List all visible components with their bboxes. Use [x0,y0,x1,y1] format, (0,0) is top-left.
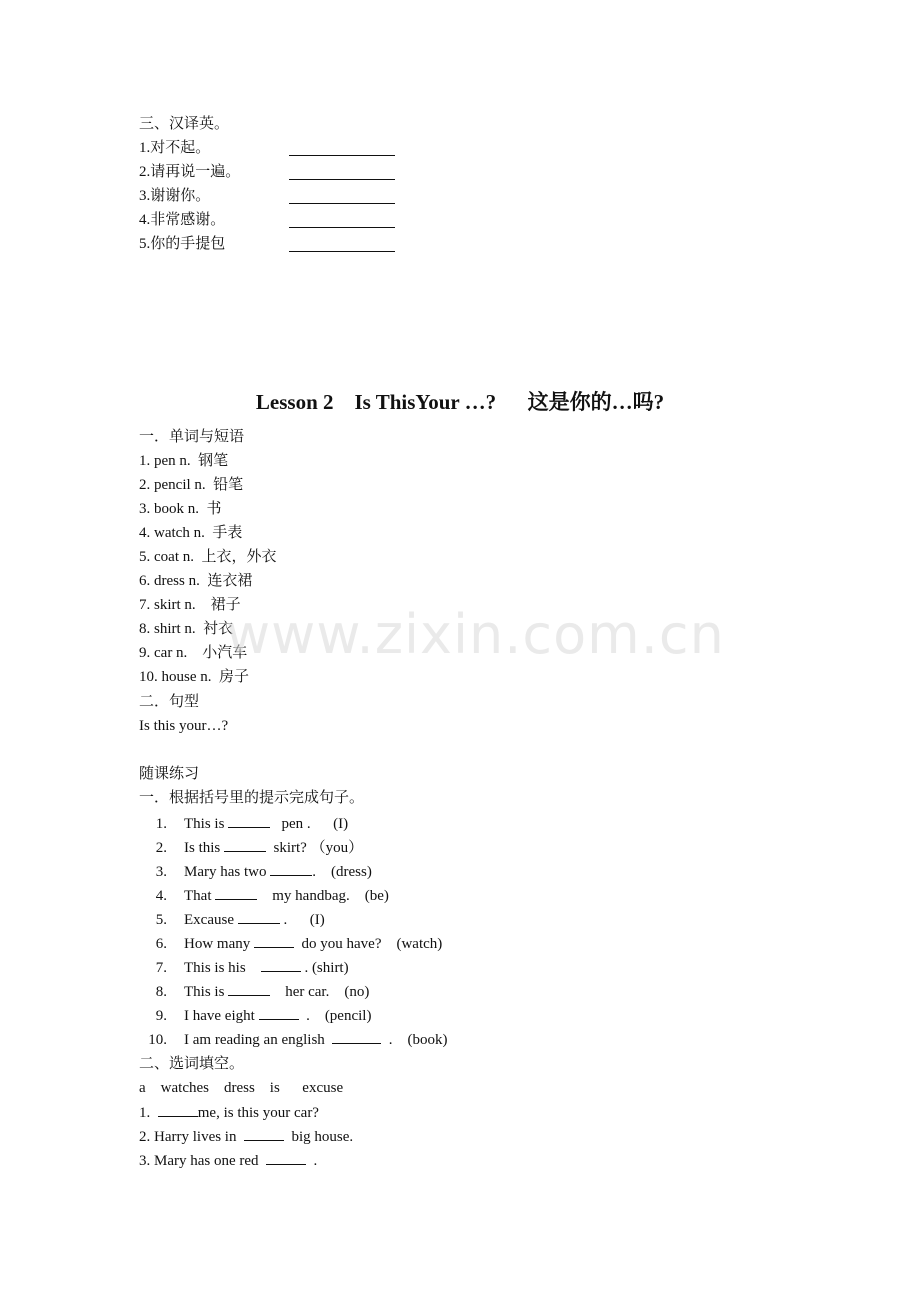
exercise-number: 10. [148,1032,167,1048]
exercise-number: 8. [155,984,167,1000]
vocab-item: 1. pen n. 钢笔 [139,453,229,469]
exercise-number: 9. [155,1008,167,1024]
lesson-title: Lesson 2 Is ThisYour …? 这是你的…吗? [255,390,665,414]
part2-heading: 二、选词填空。 [139,1056,245,1072]
answer-blank[interactable] [289,155,395,156]
fill-blank[interactable] [238,909,280,924]
fill-blank[interactable] [215,885,257,900]
exercise-row [139,981,369,1002]
part1-heading: 一．根据括号里的提示完成句子。 [139,790,365,806]
translation-item: 5.你的手提包 [139,236,226,252]
fill-blank[interactable] [224,837,266,852]
practice-heading: 随课练习 [139,766,200,782]
exercise-text: How many [184,936,254,952]
exercise-row [139,1029,448,1050]
exercise-hint: pen . (I) [270,816,349,832]
fill-text: . [306,1153,318,1169]
exercise-number: 4. [155,888,167,904]
answer-blank[interactable] [289,227,395,228]
vocab-item: 9. car n. 小汽车 [139,645,248,661]
exercise-hint: . (shirt) [300,960,349,976]
exercise-text: I have eight [184,1008,259,1024]
fill-blank[interactable] [332,1029,381,1044]
fill-blank[interactable] [261,957,301,972]
fill-row [139,1150,317,1171]
vocab-item: 3. book n. 书 [139,501,222,517]
exercise-row [139,837,363,858]
fill-row [139,1102,319,1123]
fill-row [139,1126,353,1147]
fill-text: 2. Harry lives in [139,1129,244,1145]
pattern-text: Is this your…? [139,718,229,734]
fill-blank[interactable] [158,1102,198,1117]
exercise-number: 6. [155,936,167,952]
answer-blank[interactable] [289,203,395,204]
vocab-item: 2. pencil n. 铅笔 [139,477,244,493]
exercise-text: This is his [184,960,261,976]
fill-blank[interactable] [244,1126,284,1141]
watermark: www.zixin.com.cn [226,603,725,666]
section3-heading: 三、汉译英。 [139,116,230,132]
exercise-hint: . (pencil) [298,1008,372,1024]
fill-blank[interactable] [228,813,270,828]
exercise-row [139,861,372,882]
fill-text: me, is this your car? [197,1105,319,1121]
exercise-row [139,813,348,834]
vocab-item: 4. watch n. 手表 [139,525,243,541]
exercise-text: Is this [184,840,225,856]
exercise-number: 1. [155,816,167,832]
answer-blank[interactable] [289,179,395,180]
fill-text: 3. Mary has one red [139,1153,267,1169]
translation-item: 4.非常感谢。 [139,212,226,228]
exercise-hint: skirt? （you） [266,840,364,856]
exercise-number: 7. [155,960,167,976]
exercise-number: 5. [155,912,167,928]
exercise-hint: her car. (no) [270,984,370,1000]
exercise-text: I am reading an english [184,1032,333,1048]
exercise-number: 3. [155,864,167,880]
exercise-text: Excause [184,912,238,928]
exercise-hint: do you have? (watch) [294,936,443,952]
fill-blank[interactable] [228,981,270,996]
vocab-item: 10. house n. 房子 [139,669,249,685]
fill-blank[interactable] [254,933,294,948]
exercise-hint: . (book) [381,1032,448,1048]
vocab-item: 7. skirt n. 裙子 [139,597,241,613]
fill-blank[interactable] [270,861,312,876]
exercise-text: That [184,888,216,904]
answer-blank[interactable] [289,251,395,252]
fill-text: big house. [283,1129,354,1145]
pattern-heading: 二．句型 [139,694,200,710]
vocab-item: 6. dress n. 连衣裙 [139,573,253,589]
exercise-row [139,933,442,954]
fill-text: 1. [139,1105,158,1121]
exercise-row [139,909,325,930]
exercise-row [139,885,389,906]
fill-blank[interactable] [259,1005,299,1020]
fill-blank[interactable] [266,1150,306,1165]
exercise-hint: my handbag. (be) [257,888,389,904]
exercise-text: This is [184,816,229,832]
exercise-hint: . (I) [279,912,325,928]
word-bank: a watches dress is excuse [139,1080,344,1096]
translation-item: 3.谢谢你。 [139,188,211,204]
exercise-row [139,1005,371,1026]
vocab-item: 8. shirt n. 衬衣 [139,621,234,637]
exercise-text: This is [184,984,229,1000]
vocab-item: 5. coat n. 上衣，外衣 [139,549,277,565]
exercise-number: 2. [155,840,167,856]
exercise-row [139,957,349,978]
exercise-text: Mary has two [184,864,271,880]
exercise-hint: . (dress) [312,864,372,880]
vocab-heading: 一．单词与短语 [139,429,245,445]
translation-item: 1.对不起。 [139,140,211,156]
translation-item: 2.请再说一遍。 [139,164,241,180]
